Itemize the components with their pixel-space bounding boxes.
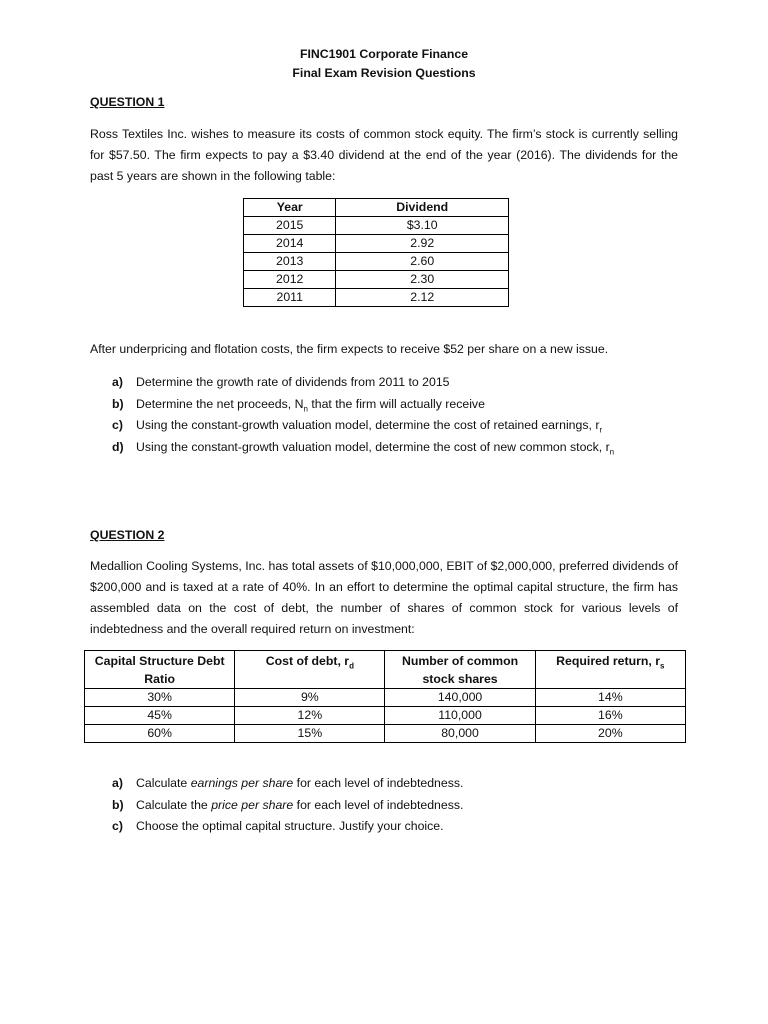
column-header-year: Year: [244, 199, 336, 217]
part-text-tail: for each level of indebtedness.: [293, 797, 464, 812]
cell-required-return: 20%: [535, 725, 685, 743]
list-item: [112, 437, 614, 459]
part-text: Choose the optimal capital structure. Justify your choice.: [136, 819, 444, 833]
part-text: Determine the growth rate of dividends from 2011 to 2015: [136, 375, 450, 389]
cell-cost-of-debt: 15%: [235, 725, 385, 743]
part-label: c): [112, 418, 123, 432]
cell-cost-of-debt: 9%: [235, 689, 385, 707]
cell-dividend: 2.30: [336, 271, 509, 289]
dividend-table: [243, 198, 509, 307]
column-header-dividend: Dividend: [336, 199, 509, 217]
part-label: b): [112, 797, 124, 812]
cell-debt-ratio: 30%: [85, 689, 235, 707]
column-header-cost-of-debt: [235, 651, 385, 689]
list-item: [112, 394, 614, 416]
part-label: a): [112, 375, 123, 389]
part-label: b): [112, 396, 124, 411]
cell-cost-of-debt: 12%: [235, 707, 385, 725]
table-row: [244, 289, 509, 307]
header-text: Cost of debt, r: [265, 654, 350, 668]
table-row: [244, 217, 509, 235]
cell-required-return: 16%: [535, 707, 685, 725]
cell-year: 2014: [244, 235, 336, 253]
part-text-tail: that the firm will actually receive: [307, 396, 485, 411]
list-item: [112, 773, 463, 795]
part-text: Calculate the: [136, 797, 212, 812]
question-2-intro: Medallion Cooling Systems, Inc. has total assets of $10,000,000, EBIT of $2,000,000, preferred dividends of $200,000 and is taxed at a rate of 40%. In an effort to determine the optimal capital structure, the firm has assembled data on the cost of debt, the number of shares of common stock for various levels of indebtedness and the overall required return on investment:: [90, 559, 678, 636]
table-header-row: [85, 651, 686, 689]
subscript: r: [599, 425, 603, 435]
part-label: a): [112, 776, 123, 790]
cell-dividend: 2.92: [336, 235, 509, 253]
part-text: Using the constant-growth valuation model, determine the cost of new common stock, r: [136, 439, 610, 454]
part-emphasis: price per share: [211, 797, 294, 812]
column-header-required-return: [535, 651, 685, 689]
subscript: n: [303, 403, 308, 413]
table-row: [85, 689, 686, 707]
list-item: [112, 816, 463, 838]
table-row: [244, 253, 509, 271]
question-1-parts: [112, 372, 614, 458]
question-1-after-text: After underpricing and flotation costs, the firm expects to receive $52 per share on a new issue.: [90, 342, 609, 356]
part-label: c): [112, 819, 123, 833]
part-text: Using the constant-growth valuation model, determine the cost of retained earnings, r: [136, 418, 600, 432]
subscript: n: [609, 446, 615, 456]
column-header-debt-ratio: [85, 651, 235, 689]
subscript: s: [660, 661, 665, 671]
part-label: d): [112, 439, 124, 454]
document-subtitle: Final Exam Revision Questions: [292, 66, 476, 80]
cell-dividend: 2.12: [336, 289, 509, 307]
table-row: [244, 235, 509, 253]
capital-structure-table: [84, 650, 686, 743]
question-2-heading: QUESTION 2: [90, 528, 165, 542]
cell-year: 2013: [244, 253, 336, 271]
table-header-row: [244, 199, 509, 217]
question-1-intro: Ross Textiles Inc. wishes to measure its costs of common stock equity. The firm’s stock is currently selling for $57.50. The firm expects to pay a $3.40 dividend at the end of the year (2016). The dividends for the past 5 years are shown in the following table:: [90, 127, 678, 183]
header-text: Capital Structure Debt Ratio: [94, 654, 225, 686]
table-row: [85, 725, 686, 743]
list-item: [112, 415, 614, 437]
header-text: Number of common stock shares: [401, 654, 519, 686]
part-text: Calculate: [136, 776, 191, 790]
column-header-shares: [385, 651, 535, 689]
cell-shares: 110,000: [385, 707, 535, 725]
cell-year: 2015: [244, 217, 336, 235]
cell-dividend: $3.10: [336, 217, 509, 235]
course-title: FINC1901 Corporate Finance: [299, 47, 469, 61]
list-item: [112, 372, 614, 394]
cell-dividend: 2.60: [336, 253, 509, 271]
table-row: [244, 271, 509, 289]
cell-year: 2011: [244, 289, 336, 307]
cell-year: 2012: [244, 271, 336, 289]
list-item: [112, 795, 463, 817]
part-emphasis: earnings per share: [190, 776, 294, 790]
question-1-heading: QUESTION 1: [90, 95, 165, 109]
question-2-parts: [112, 773, 463, 838]
subscript: d: [349, 661, 354, 671]
header-text: Required return, r: [556, 654, 661, 668]
part-text-tail: for each level of indebtedness.: [293, 776, 464, 790]
cell-debt-ratio: 45%: [85, 707, 235, 725]
cell-shares: 80,000: [385, 725, 535, 743]
part-text: Determine the net proceeds, N: [136, 396, 304, 411]
cell-shares: 140,000: [385, 689, 535, 707]
table-row: [85, 707, 686, 725]
cell-debt-ratio: 60%: [85, 725, 235, 743]
cell-required-return: 14%: [535, 689, 685, 707]
